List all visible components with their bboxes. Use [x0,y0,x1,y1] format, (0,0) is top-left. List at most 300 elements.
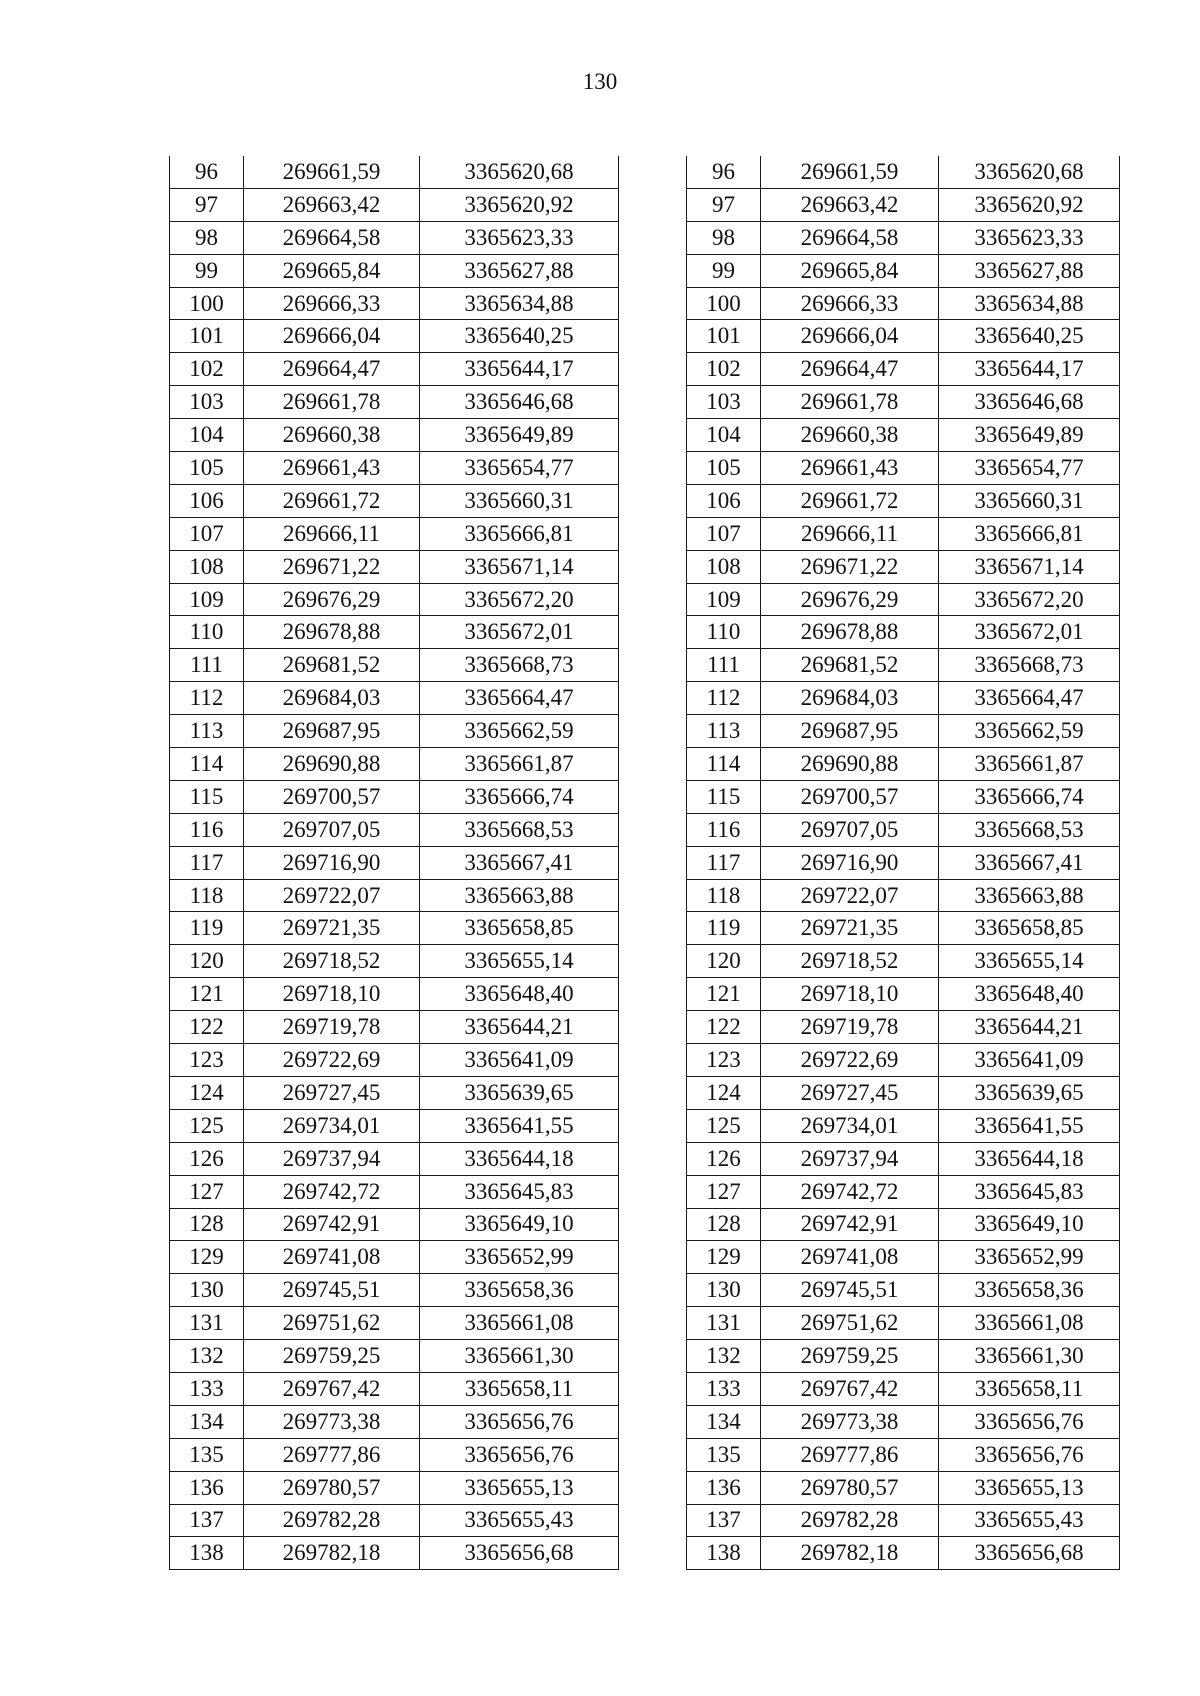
table-row [687,583,1120,616]
point-number-cell: 105 [687,452,761,485]
point-number-cell: 112 [170,682,244,715]
x-coordinate-cell: 269745,51 [244,1274,420,1307]
table-row [687,945,1120,978]
point-number-cell: 108 [687,550,761,583]
x-coordinate-cell: 269684,03 [761,682,939,715]
x-coordinate-cell: 269676,29 [244,583,420,616]
point-number-cell: 129 [687,1241,761,1274]
table-row [687,1438,1120,1471]
x-coordinate-cell: 269734,01 [244,1109,420,1142]
x-coordinate-cell: 269780,57 [244,1471,420,1504]
y-coordinate-cell: 3365627,88 [939,254,1120,287]
y-coordinate-cell: 3365639,65 [420,1076,619,1109]
table-row [687,386,1120,419]
y-coordinate-cell: 3365656,76 [939,1438,1120,1471]
y-coordinate-cell: 3365658,85 [939,912,1120,945]
point-number-cell: 111 [170,649,244,682]
x-coordinate-cell: 269663,42 [244,188,420,221]
table-row [687,780,1120,813]
x-coordinate-cell: 269707,05 [761,813,939,846]
table-row [170,715,619,748]
point-number-cell: 117 [170,846,244,879]
coordinates-table-right [686,156,1120,1570]
table-row [170,583,619,616]
x-coordinate-cell: 269664,47 [244,353,420,386]
x-coordinate-cell: 269665,84 [761,254,939,287]
y-coordinate-cell: 3365661,30 [939,1340,1120,1373]
x-coordinate-cell: 269718,10 [761,978,939,1011]
table-row [687,320,1120,353]
y-coordinate-cell: 3365644,21 [420,1011,619,1044]
table-row [170,550,619,583]
point-number-cell: 99 [170,254,244,287]
y-coordinate-cell: 3365661,08 [939,1307,1120,1340]
table-row [687,1109,1120,1142]
point-number-cell: 115 [687,780,761,813]
y-coordinate-cell: 3365627,88 [420,254,619,287]
table-row [170,1340,619,1373]
x-coordinate-cell: 269722,07 [244,879,420,912]
y-coordinate-cell: 3365649,10 [420,1208,619,1241]
x-coordinate-cell: 269663,42 [761,188,939,221]
x-coordinate-cell: 269745,51 [761,1274,939,1307]
x-coordinate-cell: 269707,05 [244,813,420,846]
table-row [170,1011,619,1044]
y-coordinate-cell: 3365652,99 [420,1241,619,1274]
point-number-cell: 117 [687,846,761,879]
point-number-cell: 119 [687,912,761,945]
point-number-cell: 114 [170,748,244,781]
table-row [170,945,619,978]
x-coordinate-cell: 269782,18 [761,1537,939,1570]
y-coordinate-cell: 3365658,36 [939,1274,1120,1307]
x-coordinate-cell: 269721,35 [244,912,420,945]
point-number-cell: 112 [687,682,761,715]
point-number-cell: 135 [170,1438,244,1471]
point-number-cell: 133 [687,1372,761,1405]
point-number-cell: 132 [687,1340,761,1373]
y-coordinate-cell: 3365656,68 [939,1537,1120,1570]
y-coordinate-cell: 3365644,18 [420,1142,619,1175]
x-coordinate-cell: 269700,57 [761,780,939,813]
y-coordinate-cell: 3365646,68 [420,386,619,419]
x-coordinate-cell: 269759,25 [244,1340,420,1373]
x-coordinate-cell: 269666,33 [761,287,939,320]
table-row [170,879,619,912]
x-coordinate-cell: 269664,58 [761,221,939,254]
table-row [687,1372,1120,1405]
x-coordinate-cell: 269676,29 [761,583,939,616]
x-coordinate-cell: 269722,07 [761,879,939,912]
table-row [170,517,619,550]
y-coordinate-cell: 3365620,68 [939,156,1120,188]
point-number-cell: 102 [687,353,761,386]
x-coordinate-cell: 269690,88 [244,748,420,781]
y-coordinate-cell: 3365666,81 [420,517,619,550]
y-coordinate-cell: 3365671,14 [939,550,1120,583]
x-coordinate-cell: 269727,45 [244,1076,420,1109]
y-coordinate-cell: 3365655,13 [939,1471,1120,1504]
x-coordinate-cell: 269718,52 [244,945,420,978]
table-row [687,748,1120,781]
x-coordinate-cell: 269751,62 [244,1307,420,1340]
x-coordinate-cell: 269742,91 [244,1208,420,1241]
y-coordinate-cell: 3365641,55 [939,1109,1120,1142]
table-row [170,813,619,846]
point-number-cell: 110 [687,616,761,649]
y-coordinate-cell: 3365648,40 [420,978,619,1011]
y-coordinate-cell: 3365658,85 [420,912,619,945]
x-coordinate-cell: 269742,72 [244,1175,420,1208]
table-row [170,1537,619,1570]
x-coordinate-cell: 269759,25 [761,1340,939,1373]
table-row [170,1438,619,1471]
x-coordinate-cell: 269661,72 [244,484,420,517]
x-coordinate-cell: 269721,35 [761,912,939,945]
table-row [170,682,619,715]
y-coordinate-cell: 3365661,87 [939,748,1120,781]
table-row [687,287,1120,320]
table-row [170,419,619,452]
point-number-cell: 130 [170,1274,244,1307]
point-number-cell: 126 [170,1142,244,1175]
y-coordinate-cell: 3365655,43 [939,1504,1120,1537]
x-coordinate-cell: 269773,38 [244,1405,420,1438]
y-coordinate-cell: 3365644,17 [420,353,619,386]
x-coordinate-cell: 269767,42 [244,1372,420,1405]
y-coordinate-cell: 3365641,09 [420,1044,619,1077]
point-number-cell: 120 [170,945,244,978]
x-coordinate-cell: 269661,78 [244,386,420,419]
point-number-cell: 100 [170,287,244,320]
y-coordinate-cell: 3365658,11 [939,1372,1120,1405]
point-number-cell: 132 [170,1340,244,1373]
table-row [170,748,619,781]
table-row [687,1241,1120,1274]
table-row [687,616,1120,649]
x-coordinate-cell: 269681,52 [761,649,939,682]
table-row [687,1274,1120,1307]
y-coordinate-cell: 3365654,77 [420,452,619,485]
point-number-cell: 131 [170,1307,244,1340]
y-coordinate-cell: 3365668,73 [420,649,619,682]
table-row [170,484,619,517]
table-row [170,221,619,254]
table-row [170,386,619,419]
table-row [687,1208,1120,1241]
table-row [687,221,1120,254]
y-coordinate-cell: 3365666,74 [939,780,1120,813]
x-coordinate-cell: 269737,94 [244,1142,420,1175]
x-coordinate-cell: 269782,28 [244,1504,420,1537]
table-row [687,188,1120,221]
table-row [687,879,1120,912]
point-number-cell: 109 [687,583,761,616]
y-coordinate-cell: 3365623,33 [420,221,619,254]
table-row [170,1142,619,1175]
x-coordinate-cell: 269666,04 [761,320,939,353]
table-row [687,1405,1120,1438]
point-number-cell: 119 [170,912,244,945]
point-number-cell: 125 [687,1109,761,1142]
table-row [170,1044,619,1077]
y-coordinate-cell: 3365661,08 [420,1307,619,1340]
table-row [687,813,1120,846]
x-coordinate-cell: 269664,58 [244,221,420,254]
x-coordinate-cell: 269719,78 [244,1011,420,1044]
x-coordinate-cell: 269661,43 [244,452,420,485]
point-number-cell: 97 [170,188,244,221]
point-number-cell: 134 [170,1405,244,1438]
x-coordinate-cell: 269782,28 [761,1504,939,1537]
table-row [170,1274,619,1307]
x-coordinate-cell: 269665,84 [244,254,420,287]
table-row [170,254,619,287]
x-coordinate-cell: 269737,94 [761,1142,939,1175]
y-coordinate-cell: 3365646,68 [939,386,1120,419]
y-coordinate-cell: 3365648,40 [939,978,1120,1011]
point-number-cell: 102 [170,353,244,386]
y-coordinate-cell: 3365658,11 [420,1372,619,1405]
y-coordinate-cell: 3365668,73 [939,649,1120,682]
point-number-cell: 123 [170,1044,244,1077]
table-row [687,517,1120,550]
table-row [170,353,619,386]
x-coordinate-cell: 269777,86 [244,1438,420,1471]
point-number-cell: 138 [687,1537,761,1570]
y-coordinate-cell: 3365661,87 [420,748,619,781]
x-coordinate-cell: 269690,88 [761,748,939,781]
x-coordinate-cell: 269660,38 [244,419,420,452]
y-coordinate-cell: 3365620,92 [420,188,619,221]
table-row [687,1011,1120,1044]
table-row [170,1471,619,1504]
y-coordinate-cell: 3365649,89 [420,419,619,452]
point-number-cell: 136 [170,1471,244,1504]
y-coordinate-cell: 3365649,10 [939,1208,1120,1241]
table-row [687,452,1120,485]
x-coordinate-cell: 269742,91 [761,1208,939,1241]
table-row [687,682,1120,715]
y-coordinate-cell: 3365667,41 [939,846,1120,879]
x-coordinate-cell: 269716,90 [244,846,420,879]
point-number-cell: 104 [170,419,244,452]
point-number-cell: 96 [687,156,761,188]
y-coordinate-cell: 3365654,77 [939,452,1120,485]
point-number-cell: 118 [170,879,244,912]
x-coordinate-cell: 269722,69 [244,1044,420,1077]
y-coordinate-cell: 3365655,14 [420,945,619,978]
x-coordinate-cell: 269687,95 [244,715,420,748]
point-number-cell: 105 [170,452,244,485]
point-number-cell: 133 [170,1372,244,1405]
table-row [170,1372,619,1405]
y-coordinate-cell: 3365656,76 [939,1405,1120,1438]
table-row [687,1076,1120,1109]
y-coordinate-cell: 3365667,41 [420,846,619,879]
y-coordinate-cell: 3365655,13 [420,1471,619,1504]
point-number-cell: 129 [170,1241,244,1274]
x-coordinate-cell: 269678,88 [761,616,939,649]
y-coordinate-cell: 3365634,88 [939,287,1120,320]
point-number-cell: 103 [170,386,244,419]
y-coordinate-cell: 3365641,09 [939,1044,1120,1077]
point-number-cell: 98 [170,221,244,254]
table-row [170,452,619,485]
x-coordinate-cell: 269666,11 [761,517,939,550]
y-coordinate-cell: 3365640,25 [420,320,619,353]
point-number-cell: 121 [687,978,761,1011]
y-coordinate-cell: 3365660,31 [939,484,1120,517]
x-coordinate-cell: 269671,22 [244,550,420,583]
y-coordinate-cell: 3365672,01 [939,616,1120,649]
point-number-cell: 96 [170,156,244,188]
point-number-cell: 130 [687,1274,761,1307]
x-coordinate-cell: 269684,03 [244,682,420,715]
x-coordinate-cell: 269773,38 [761,1405,939,1438]
point-number-cell: 138 [170,1537,244,1570]
table-row [170,1208,619,1241]
point-number-cell: 122 [170,1011,244,1044]
point-number-cell: 115 [170,780,244,813]
x-coordinate-cell: 269666,04 [244,320,420,353]
y-coordinate-cell: 3365655,14 [939,945,1120,978]
point-number-cell: 116 [170,813,244,846]
point-number-cell: 101 [170,320,244,353]
x-coordinate-cell: 269678,88 [244,616,420,649]
coordinates-table-left [169,156,619,1570]
point-number-cell: 107 [170,517,244,550]
point-number-cell: 123 [687,1044,761,1077]
y-coordinate-cell: 3365666,74 [420,780,619,813]
point-number-cell: 128 [170,1208,244,1241]
table-row [170,188,619,221]
point-number-cell: 118 [687,879,761,912]
y-coordinate-cell: 3365645,83 [939,1175,1120,1208]
point-number-cell: 107 [687,517,761,550]
x-coordinate-cell: 269660,38 [761,419,939,452]
point-number-cell: 110 [170,616,244,649]
y-coordinate-cell: 3365649,89 [939,419,1120,452]
y-coordinate-cell: 3365656,76 [420,1405,619,1438]
point-number-cell: 126 [687,1142,761,1175]
table-row [170,1109,619,1142]
y-coordinate-cell: 3365666,81 [939,517,1120,550]
table-row [687,550,1120,583]
x-coordinate-cell: 269671,22 [761,550,939,583]
x-coordinate-cell: 269741,08 [244,1241,420,1274]
table-row [687,156,1120,188]
point-number-cell: 136 [687,1471,761,1504]
x-coordinate-cell: 269661,72 [761,484,939,517]
y-coordinate-cell: 3365664,47 [420,682,619,715]
y-coordinate-cell: 3365672,01 [420,616,619,649]
x-coordinate-cell: 269664,47 [761,353,939,386]
y-coordinate-cell: 3365658,36 [420,1274,619,1307]
x-coordinate-cell: 269666,33 [244,287,420,320]
table-row [687,353,1120,386]
x-coordinate-cell: 269741,08 [761,1241,939,1274]
point-number-cell: 108 [170,550,244,583]
point-number-cell: 109 [170,583,244,616]
y-coordinate-cell: 3365672,20 [939,583,1120,616]
table-row [687,912,1120,945]
page-number: 130 [582,69,618,94]
y-coordinate-cell: 3365656,76 [420,1438,619,1471]
point-number-cell: 121 [170,978,244,1011]
table-row [170,846,619,879]
point-number-cell: 104 [687,419,761,452]
x-coordinate-cell: 269767,42 [761,1372,939,1405]
y-coordinate-cell: 3365672,20 [420,583,619,616]
y-coordinate-cell: 3365662,59 [420,715,619,748]
table-row [687,649,1120,682]
table-row [170,1241,619,1274]
x-coordinate-cell: 269751,62 [761,1307,939,1340]
table-row [687,1537,1120,1570]
table-row [170,1307,619,1340]
table-row [687,846,1120,879]
table-row [687,484,1120,517]
x-coordinate-cell: 269700,57 [244,780,420,813]
y-coordinate-cell: 3365639,65 [939,1076,1120,1109]
table-row [170,978,619,1011]
point-number-cell: 137 [687,1504,761,1537]
point-number-cell: 113 [687,715,761,748]
y-coordinate-cell: 3365661,30 [420,1340,619,1373]
y-coordinate-cell: 3365645,83 [420,1175,619,1208]
point-number-cell: 120 [687,945,761,978]
x-coordinate-cell: 269687,95 [761,715,939,748]
point-number-cell: 113 [170,715,244,748]
x-coordinate-cell: 269661,43 [761,452,939,485]
y-coordinate-cell: 3365656,68 [420,1537,619,1570]
point-number-cell: 137 [170,1504,244,1537]
y-coordinate-cell: 3365640,25 [939,320,1120,353]
x-coordinate-cell: 269734,01 [761,1109,939,1142]
point-number-cell: 134 [687,1405,761,1438]
point-number-cell: 111 [687,649,761,682]
point-number-cell: 98 [687,221,761,254]
table-row [170,156,619,188]
table-row [170,780,619,813]
table-row [687,1504,1120,1537]
point-number-cell: 97 [687,188,761,221]
x-coordinate-cell: 269716,90 [761,846,939,879]
table-row [687,419,1120,452]
table-row [170,616,619,649]
point-number-cell: 122 [687,1011,761,1044]
x-coordinate-cell: 269661,59 [761,156,939,188]
point-number-cell: 116 [687,813,761,846]
table-row [170,649,619,682]
y-coordinate-cell: 3365663,88 [420,879,619,912]
point-number-cell: 114 [687,748,761,781]
x-coordinate-cell: 269718,52 [761,945,939,978]
y-coordinate-cell: 3365641,55 [420,1109,619,1142]
y-coordinate-cell: 3365668,53 [420,813,619,846]
x-coordinate-cell: 269777,86 [761,1438,939,1471]
y-coordinate-cell: 3365668,53 [939,813,1120,846]
x-coordinate-cell: 269666,11 [244,517,420,550]
point-number-cell: 101 [687,320,761,353]
table-row [170,912,619,945]
x-coordinate-cell: 269742,72 [761,1175,939,1208]
point-number-cell: 125 [170,1109,244,1142]
table-row [687,1142,1120,1175]
point-number-cell: 127 [687,1175,761,1208]
x-coordinate-cell: 269727,45 [761,1076,939,1109]
